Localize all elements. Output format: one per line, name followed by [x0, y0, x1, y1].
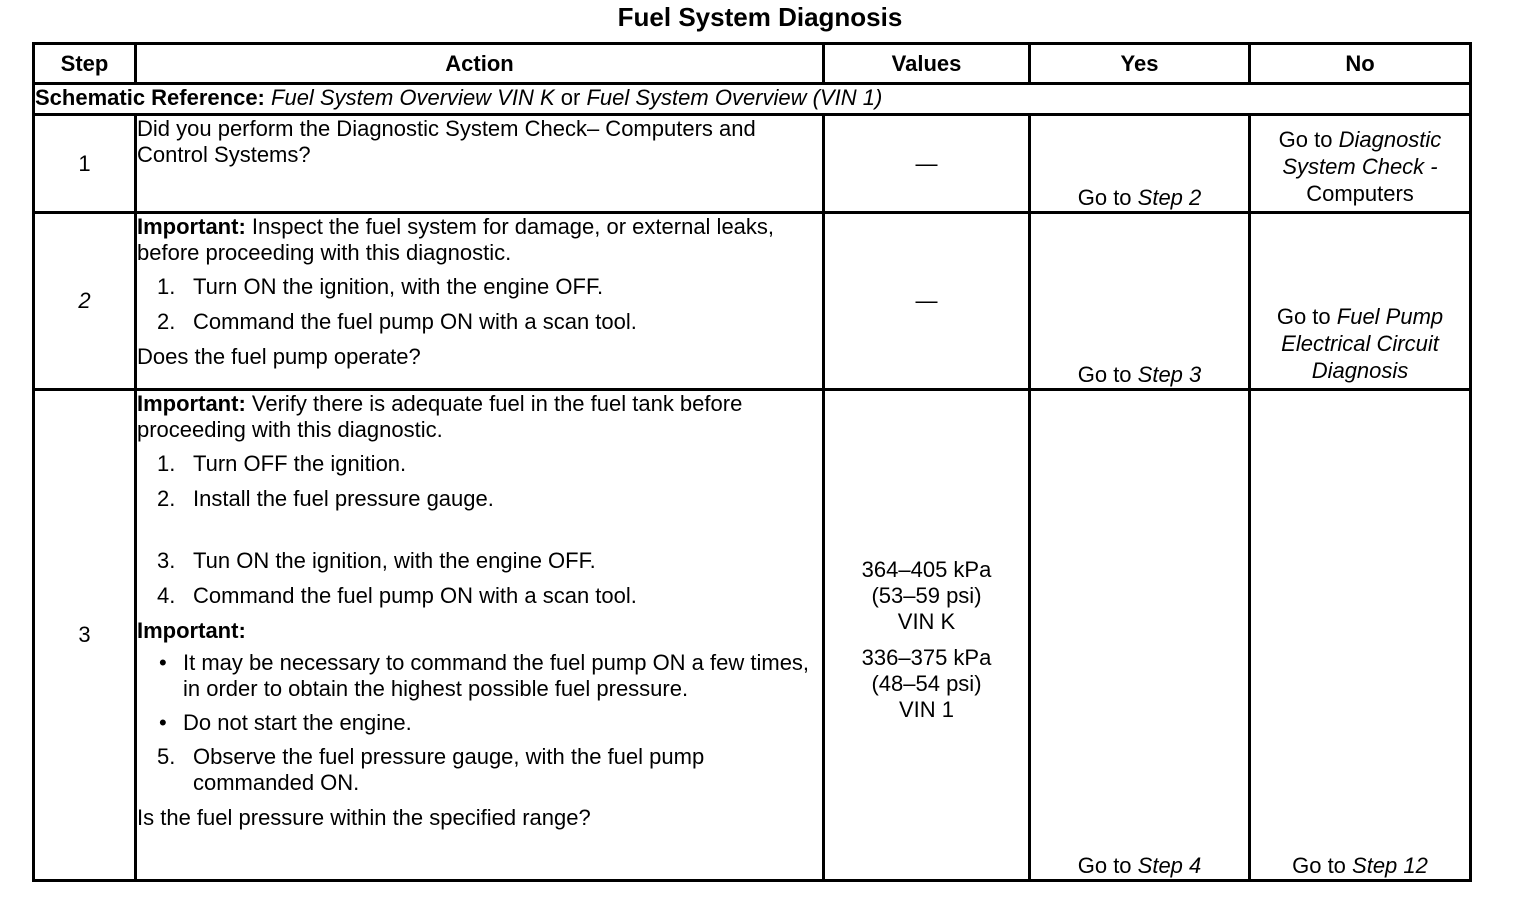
action-cell: Important: Inspect the fuel system for damage, or external leaks, before proceeding with this diagnostic. 1. Turn ON the ignition, with the engine OFF. 2. Command the fuel pump ON with a scan tool. Does the fuel pump operate? [136, 213, 824, 390]
procedure-list [137, 274, 822, 335]
table-row [34, 390, 1471, 881]
go-to-step-2-link[interactable]: Step 2 [1137, 185, 1202, 210]
list-item: 2. Install the fuel pressure gauge. [157, 486, 494, 511]
no-cell: Go to Fuel Pump Electrical Circuit Diagnosis [1250, 213, 1471, 390]
go-to-step-3-link[interactable]: Step 3 [1137, 362, 1202, 387]
question: Is the fuel pressure within the specified range? [137, 805, 591, 830]
question: Does the fuel pump operate? [137, 344, 421, 369]
header-values: Values [824, 44, 1030, 84]
list-item: 4. Command the fuel pump ON with a scan tool. [157, 583, 637, 608]
values-cell: — [824, 115, 1030, 213]
list-item: 2. Command the fuel pump ON with a scan tool. [157, 309, 637, 334]
spec-vin-1: 336–375 kPa (48–54 psi) VIN 1 [861, 645, 992, 722]
procedure-list [137, 744, 822, 796]
list-item: 1. Turn OFF the ignition. [157, 451, 407, 476]
schematic-reference: Schematic Reference: Fuel System Overview VIN K or Fuel System Overview (VIN 1) [34, 84, 1471, 115]
action-cell: Important: Verify there is adequate fuel in the fuel tank before proceeding with this diagnostic. 1. Turn OFF the ignition. 2. Install the fuel pressure gauge. 3. Tun ON the ignition, with the engine OFF. 4. Command the fuel pump ON with a scan tool. Important: • It may be necessary to command the fuel pump ON a few times, in order to obtain the highest possible fuel pressure. • Do not start the engine. 5. Observe the fuel pressure gauge, with the fuel pump commanded ON. Is the fuel pressure within the specified range? [136, 390, 824, 881]
go-to-step-4-link[interactable]: Step 4 [1137, 853, 1202, 878]
step-number: 1 [34, 115, 136, 213]
go-to-step-12-link[interactable]: Step 12 [1352, 853, 1428, 878]
diagnostic-system-check-link[interactable]: Diagnostic System Check - [1282, 127, 1442, 179]
no-cell: Go to Step 12 [1250, 390, 1471, 881]
list-item: • Do not start the engine. [159, 710, 412, 735]
list-item: 5. Observe the fuel pressure gauge, with the fuel pump commanded ON. [157, 744, 705, 795]
no-cell: Go to Diagnostic System Check - Computers [1250, 115, 1471, 213]
yes-cell: Go to Step 4 [1030, 390, 1250, 881]
list-item: 3. Tun ON the ignition, with the engine OFF. [157, 548, 596, 573]
values-cell: — [824, 213, 1030, 390]
list-item: • It may be necessary to command the fuel pump ON a few times, in order to obtain the highest possible fuel pressure. [159, 650, 810, 701]
important-bullets [137, 650, 822, 736]
values-cell [824, 390, 1030, 881]
header-step: Step [34, 44, 136, 84]
table-row [34, 115, 1471, 213]
yes-cell: Go to Step 3 [1030, 213, 1250, 390]
yes-cell: Go to Step 2 [1030, 115, 1250, 213]
header-action: Action [136, 44, 824, 84]
list-item: 1. Turn ON the ignition, with the engine OFF. [157, 274, 604, 299]
schematic-link-vin-k[interactable]: Fuel System Overview VIN K [271, 85, 555, 110]
step-number: 3 [34, 390, 136, 881]
table-row [34, 213, 1471, 390]
fuel-pump-electrical-circuit-link[interactable]: Fuel Pump Electrical Circuit Diagnosis [1281, 304, 1444, 383]
procedure-list [137, 451, 822, 609]
step-number: 2 [34, 213, 136, 390]
header-row [34, 44, 1471, 84]
header-yes: Yes [1030, 44, 1250, 84]
schematic-row [34, 84, 1471, 115]
schematic-link-vin-1[interactable]: Fuel System Overview (VIN 1) [586, 85, 883, 110]
header-no: No [1250, 44, 1471, 84]
question: Did you perform the Diagnostic System Check– Computers and Control Systems? [137, 116, 756, 167]
spec-vin-k: 364–405 kPa (53–59 psi) VIN K [861, 557, 992, 634]
page-title: Fuel System Diagnosis [617, 2, 903, 32]
diagnosis-table [32, 42, 1472, 882]
action-cell [136, 115, 824, 213]
